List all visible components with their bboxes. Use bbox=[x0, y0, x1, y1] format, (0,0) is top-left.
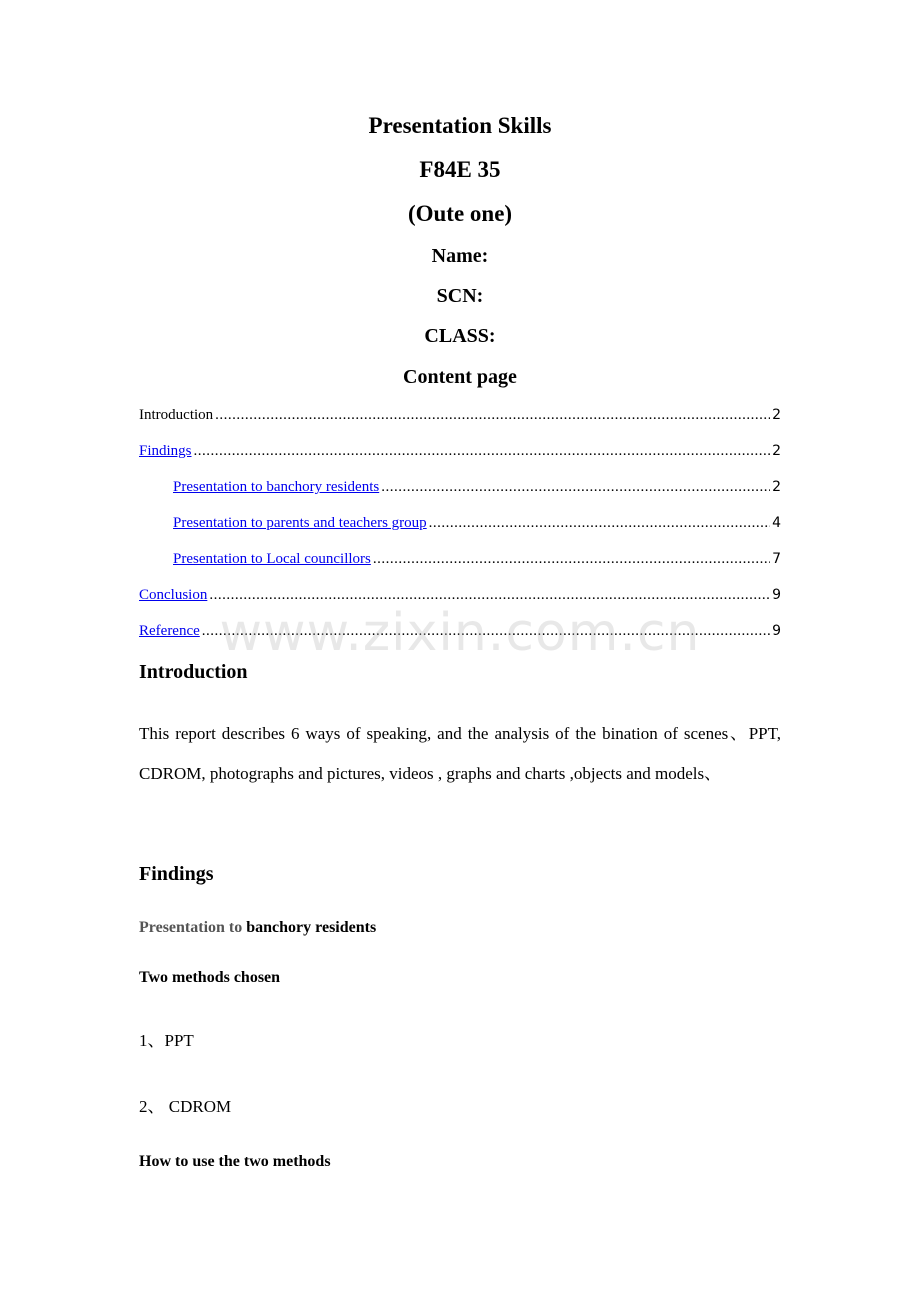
toc-page-number: 2 bbox=[772, 443, 781, 459]
toc-entry-introduction bbox=[139, 405, 781, 425]
section-prefix: Presentation to bbox=[139, 919, 243, 936]
document-title: Presentation Skills bbox=[368, 113, 552, 138]
toc-page-number: 2 bbox=[772, 407, 781, 423]
outcome-label: (Oute one) bbox=[407, 201, 513, 226]
scn-label: SCN: bbox=[436, 285, 484, 307]
toc-leader bbox=[215, 405, 770, 425]
toc-entry-parents-teachers[interactable] bbox=[173, 513, 781, 533]
toc-link[interactable]: Presentation to parents and teachers group bbox=[173, 515, 427, 531]
toc-page-number: 9 bbox=[772, 587, 781, 603]
methods-heading: Two methods chosen bbox=[139, 969, 281, 986]
name-label: Name: bbox=[431, 245, 489, 267]
toc-link[interactable]: Reference bbox=[139, 623, 200, 639]
toc-link[interactable]: Presentation to Local councillors bbox=[173, 551, 371, 567]
toc-link[interactable]: Presentation to banchory residents bbox=[173, 479, 380, 495]
toc-leader bbox=[373, 549, 770, 569]
toc-entry-findings[interactable] bbox=[139, 441, 781, 461]
toc-entry-reference[interactable] bbox=[139, 621, 781, 641]
toc-leader bbox=[194, 441, 771, 461]
toc-link[interactable]: Findings bbox=[139, 443, 192, 459]
toc-page-number: 4 bbox=[772, 515, 781, 531]
how-to-use-heading: How to use the two methods bbox=[139, 1153, 331, 1170]
watermark-text: www.zixin.com.cn bbox=[219, 603, 701, 663]
toc-leader bbox=[209, 585, 770, 605]
section-heading-banchory bbox=[139, 919, 376, 937]
toc-page-number: 9 bbox=[772, 623, 781, 639]
class-label: CLASS: bbox=[424, 325, 496, 347]
unit-code: F84E 35 bbox=[419, 157, 501, 182]
toc-page-number: 7 bbox=[772, 551, 781, 567]
toc-leader bbox=[429, 513, 770, 533]
introduction-paragraph: This report describes 6 ways of speaking, and the analysis of the bination of scenes、PPT, CDROM, photographs and pictures, videos , graphs and charts ,objects and models、 bbox=[139, 724, 781, 783]
method-item-1: 1、PPT bbox=[139, 1031, 194, 1050]
toc-link[interactable]: Conclusion bbox=[139, 587, 208, 603]
toc-entry-banchory-residents[interactable] bbox=[173, 477, 781, 497]
introduction-heading: Introduction bbox=[139, 661, 248, 683]
contents-heading: Content page bbox=[403, 366, 517, 388]
toc-entry-conclusion[interactable] bbox=[139, 585, 781, 605]
method-item-2: 2、 CDROM bbox=[139, 1097, 232, 1116]
toc-leader bbox=[202, 621, 770, 641]
toc-label: Introduction bbox=[139, 407, 214, 423]
findings-heading: Findings bbox=[139, 863, 214, 885]
toc-entry-local-councillors[interactable] bbox=[173, 549, 781, 569]
toc-leader bbox=[381, 477, 770, 497]
section-name: banchory residents bbox=[246, 919, 377, 936]
toc-page-number: 2 bbox=[772, 479, 781, 495]
